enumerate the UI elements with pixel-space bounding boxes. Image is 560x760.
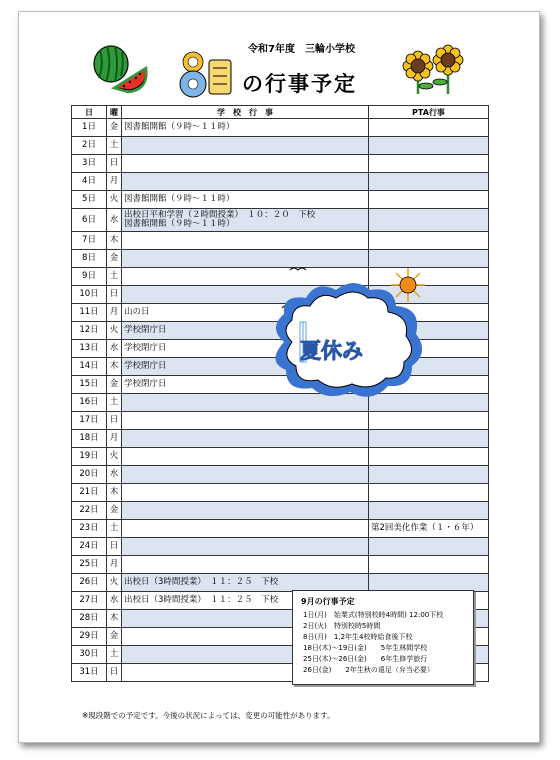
school-event-cell [122,448,369,466]
school-event-cell: 図書館開館（９時～１１時） [122,191,369,209]
weekday-cell: 土 [107,646,122,664]
september-title: 9月の行事予定 [301,597,355,606]
school-event-cell: 学校閉庁日 [122,340,369,358]
pta-event-cell [369,430,489,448]
day-cell: 29日 [72,628,107,646]
weekday-cell: 月 [107,430,122,448]
weekday-cell: 日 [107,412,122,430]
table-row [72,137,489,155]
school-event-cell [122,137,369,155]
school-event-cell [122,556,369,574]
pta-event-cell [369,137,489,155]
september-item: 1日(月) 始業式(特別校時4時間) 12:00下校 [303,611,444,619]
day-cell: 31日 [72,664,107,682]
month-number-graphic [176,50,236,100]
day-cell: 28日 [72,610,107,628]
school-event-cell [122,173,369,191]
summer-vacation-label: 夏休み [300,339,363,363]
weekday-cell: 土 [107,394,122,412]
september-item: 18日(木)～19日(金) 5年生林間学校 [303,644,428,652]
day-cell: 22日 [72,502,107,520]
september-schedule-box [292,590,474,685]
weekday-cell: 金 [107,628,122,646]
day-cell: 23日 [72,520,107,538]
table-row [72,538,489,556]
table-row [72,502,489,520]
school-event-cell [122,209,369,232]
weekday-cell: 水 [107,466,122,484]
weekday-cell: 日 [107,155,122,173]
day-cell: 1日 [72,119,107,137]
weekday-cell: 水 [107,340,122,358]
day-cell: 9日 [72,268,107,286]
pta-event-cell [369,232,489,250]
pta-event-cell [369,119,489,137]
school-event-cell [122,430,369,448]
school-event-line: 図書館開館（９時～１１時） [124,219,235,229]
day-cell: 14日 [72,358,107,376]
table-row [72,556,489,574]
weekday-cell: 火 [107,191,122,209]
school-event-cell [122,520,369,538]
school-event-cell: 出校日（3時間授業） １１：２５ 下校 [122,592,369,610]
pta-event-cell [369,191,489,209]
school-event-cell [122,155,369,173]
school-event-cell [122,502,369,520]
september-item: 26日(金) 2年生秋の遠足（弁当必要） [303,666,434,674]
table-row [72,209,489,232]
table-row [72,484,489,502]
pta-event-cell [369,502,489,520]
pta-event-cell [369,556,489,574]
day-cell: 25日 [72,556,107,574]
day-cell: 15日 [72,376,107,394]
weekday-cell: 月 [107,556,122,574]
school-event-cell: 出校日（3時間授業） １１：２５ 下校 [122,574,369,592]
day-cell: 5日 [72,191,107,209]
weekday-cell: 土 [107,268,122,286]
school-event-cell [122,466,369,484]
school-event-line: 出校日平和学習（２時間授業） １０：２０ 下校 [124,210,316,220]
day-cell: 8日 [72,250,107,268]
school-event-cell: 図書館開館（９時～１１時） [122,119,369,137]
table-row [72,119,489,137]
weekday-cell: 月 [107,304,122,322]
day-cell: 19日 [72,448,107,466]
summer-vacation-cloud [262,258,442,408]
day-cell: 11日 [72,304,107,322]
day-cell: 12日 [72,322,107,340]
school-event-cell [122,412,369,430]
day-cell: 20日 [72,466,107,484]
school-event-cell [122,484,369,502]
school-event-cell: 山の日 [122,304,369,322]
school-event-cell: 学校閉庁日 [122,322,369,340]
footnote: ※現段階での予定です。今後の状況によっては、変更の可能性があります。 [82,711,335,720]
pta-event-cell [369,538,489,556]
pta-event-cell [369,574,489,592]
table-row [72,155,489,173]
table-row [72,430,489,448]
pta-event-cell [369,209,489,232]
school-event-cell: 学校閉庁日 [122,358,369,376]
weekday-cell: 金 [107,250,122,268]
weekday-cell: 火 [107,448,122,466]
weekday-cell: 土 [107,137,122,155]
pta-event-cell: 第2回美化作業（１・６年） [369,520,489,538]
table-row [72,412,489,430]
weekday-cell: 水 [107,209,122,232]
pta-event-cell [369,155,489,173]
day-cell: 13日 [72,340,107,358]
weekday-cell: 日 [107,286,122,304]
weekday-cell: 土 [107,520,122,538]
school-event-cell: 学校閉庁日 [122,376,369,394]
september-item: 2日(火) 特別校時5時間 [303,622,381,630]
day-cell: 18日 [72,430,107,448]
day-cell: 27日 [72,592,107,610]
day-cell: 4日 [72,173,107,191]
col-header-day: 日 [72,106,107,119]
table-row [72,520,489,538]
september-item: 8日(月) 1,2年生4校時給食後下校 [303,633,413,641]
col-header-pta-events: PTA行事 [369,106,489,119]
weekday-cell: 木 [107,610,122,628]
page-title: の行事予定 [242,72,357,96]
pta-event-cell [369,412,489,430]
weekday-cell: 金 [107,502,122,520]
table-row [72,574,489,592]
day-cell: 16日 [72,394,107,412]
pta-event-cell [369,448,489,466]
col-header-school-events: 学 校 行 事 [122,106,369,119]
weekday-cell: 木 [107,358,122,376]
day-cell: 26日 [72,574,107,592]
weekday-cell: 水 [107,592,122,610]
weekday-cell: 月 [107,173,122,191]
school-name: 令和7年度 三輪小学校 [248,44,355,55]
weekday-cell: 木 [107,232,122,250]
day-cell: 7日 [72,232,107,250]
day-cell: 21日 [72,484,107,502]
pta-event-cell [369,484,489,502]
day-cell: 2日 [72,137,107,155]
school-event-cell [122,232,369,250]
day-cell: 30日 [72,646,107,664]
day-cell: 10日 [72,286,107,304]
weekday-cell: 金 [107,376,122,394]
weekday-cell: 日 [107,664,122,682]
table-row [72,191,489,209]
day-cell: 17日 [72,412,107,430]
table-row [72,466,489,484]
weekday-cell: 火 [107,574,122,592]
watermelon-illustration [90,42,154,94]
table-row [72,448,489,466]
weekday-cell: 火 [107,322,122,340]
table-header-row [72,106,489,119]
weekday-cell: 金 [107,119,122,137]
september-item: 25日(木)～26日(金) 6年生修学旅行 [303,655,428,663]
day-cell: 24日 [72,538,107,556]
day-cell: 6日 [72,209,107,232]
weekday-cell: 木 [107,484,122,502]
day-cell: 3日 [72,155,107,173]
sunflower-illustration [402,42,466,94]
table-row [72,232,489,250]
weekday-cell: 日 [107,538,122,556]
col-header-weekday: 曜 [107,106,122,119]
pta-event-cell [369,466,489,484]
school-event-cell [122,538,369,556]
table-row [72,173,489,191]
pta-event-cell [369,173,489,191]
